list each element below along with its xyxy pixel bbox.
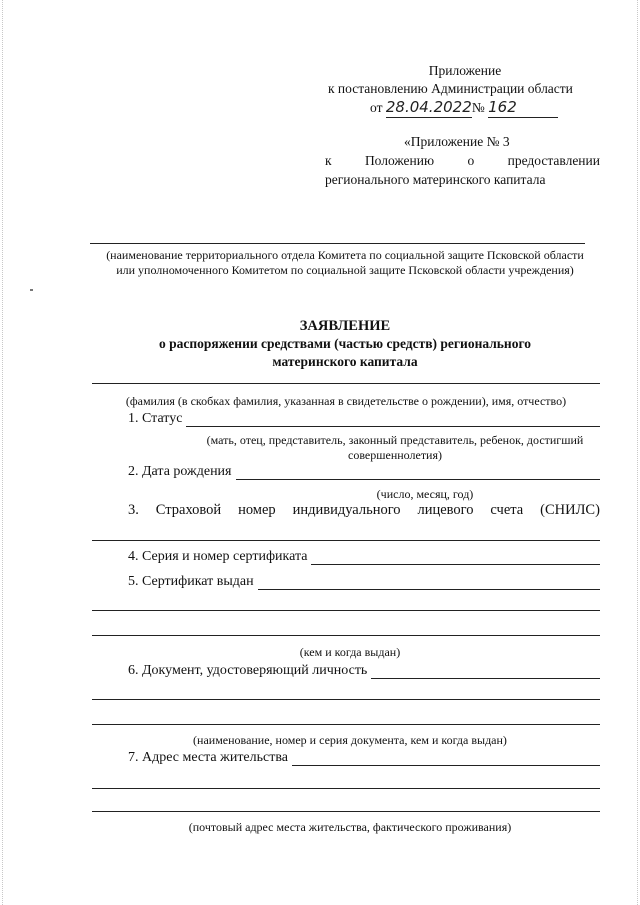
form-subtitle-2: материнского капитала	[272, 354, 418, 369]
issued-line-2[interactable]	[92, 610, 600, 611]
address-line-2[interactable]	[92, 788, 600, 789]
number-underline	[488, 98, 558, 118]
form-subtitle-1: о распоряжении средствами (частью средств) регионального	[158, 336, 531, 351]
appendix3-title: «Приложение № 3	[404, 134, 510, 149]
status-row	[128, 411, 600, 427]
certificate-row	[128, 549, 600, 565]
birth-caption: (число, месяц, год)	[376, 487, 474, 501]
status-field[interactable]	[186, 425, 600, 427]
word: о	[467, 153, 475, 168]
snils-label	[128, 502, 600, 519]
issued-line-3[interactable]	[92, 635, 600, 636]
status-label: 1. Статус	[128, 411, 183, 426]
address-field[interactable]	[292, 764, 600, 766]
word: лицевого	[417, 502, 474, 518]
appendix-header	[325, 62, 605, 118]
word: 3.	[128, 502, 139, 518]
word: Страховой	[155, 502, 222, 518]
identity-line-3[interactable]	[92, 724, 600, 725]
word: счета	[490, 502, 524, 518]
address-caption: (почтовый адрес места жительства, фактического проживания)	[188, 820, 512, 834]
department-caption: (наименование территориального отдела Комитета по социальной защите Псковской области или уполномоченного Комитетом по социальной защите Псковской области учреждения)	[106, 248, 584, 277]
appendix3-capital: регионального материнского капитала	[325, 172, 546, 187]
appendix-date-line	[370, 98, 605, 118]
handwritten-number: 162	[488, 98, 517, 116]
appendix-resolution: к постановлению Администрации области	[328, 81, 573, 96]
appendix3-regulation	[325, 151, 600, 170]
from-label: от	[370, 100, 383, 115]
appendix3-header	[325, 132, 600, 189]
snils-field[interactable]	[92, 540, 600, 541]
date-underline	[386, 98, 472, 118]
word: предоставлении	[507, 153, 600, 168]
identity-caption: (наименование, номер и серия документа, кем и когда выдан)	[193, 733, 507, 747]
fio-caption: (фамилия (в скобках фамилия, указанная в свидетельстве о рождении), имя, отчество)	[125, 394, 567, 408]
word: Положению	[364, 153, 435, 168]
issued-field[interactable]	[258, 588, 600, 590]
address-label: 7. Адрес места жительства	[128, 750, 288, 765]
issued-caption: (кем и когда выдан)	[299, 645, 401, 659]
scan-speck	[30, 289, 33, 291]
birth-label: 2. Дата рождения	[128, 464, 232, 479]
certificate-label: 4. Серия и номер сертификата	[128, 549, 308, 564]
status-caption: (мать, отец, представитель, законный представитель, ребенок, достигший совершеннолетия)	[206, 433, 584, 462]
appendix-title: Приложение	[428, 63, 502, 78]
issued-label: 5. Сертификат выдан	[128, 574, 254, 589]
left-edge-dots	[2, 0, 3, 905]
issued-row	[128, 574, 600, 590]
fio-line[interactable]	[92, 383, 600, 384]
right-edge-dots	[637, 0, 638, 905]
identity-label: 6. Документ, удостоверяющий личность	[128, 663, 368, 678]
word: номер	[238, 502, 276, 518]
address-row	[128, 750, 600, 766]
identity-line-2[interactable]	[92, 699, 600, 700]
identity-row	[128, 663, 600, 679]
form-title: ЗАЯВЛЕНИЕ	[299, 318, 391, 334]
address-line-3[interactable]	[92, 811, 600, 812]
word: (СНИЛС)	[540, 502, 600, 518]
department-line[interactable]	[90, 243, 585, 244]
number-sign: №	[471, 100, 485, 115]
certificate-field[interactable]	[311, 563, 600, 565]
birth-row	[128, 464, 600, 480]
word: к	[325, 153, 332, 168]
word: индивидуального	[292, 502, 401, 518]
handwritten-date: 28.04.2022	[385, 98, 472, 116]
identity-field[interactable]	[371, 677, 600, 679]
birth-field[interactable]	[236, 478, 601, 480]
